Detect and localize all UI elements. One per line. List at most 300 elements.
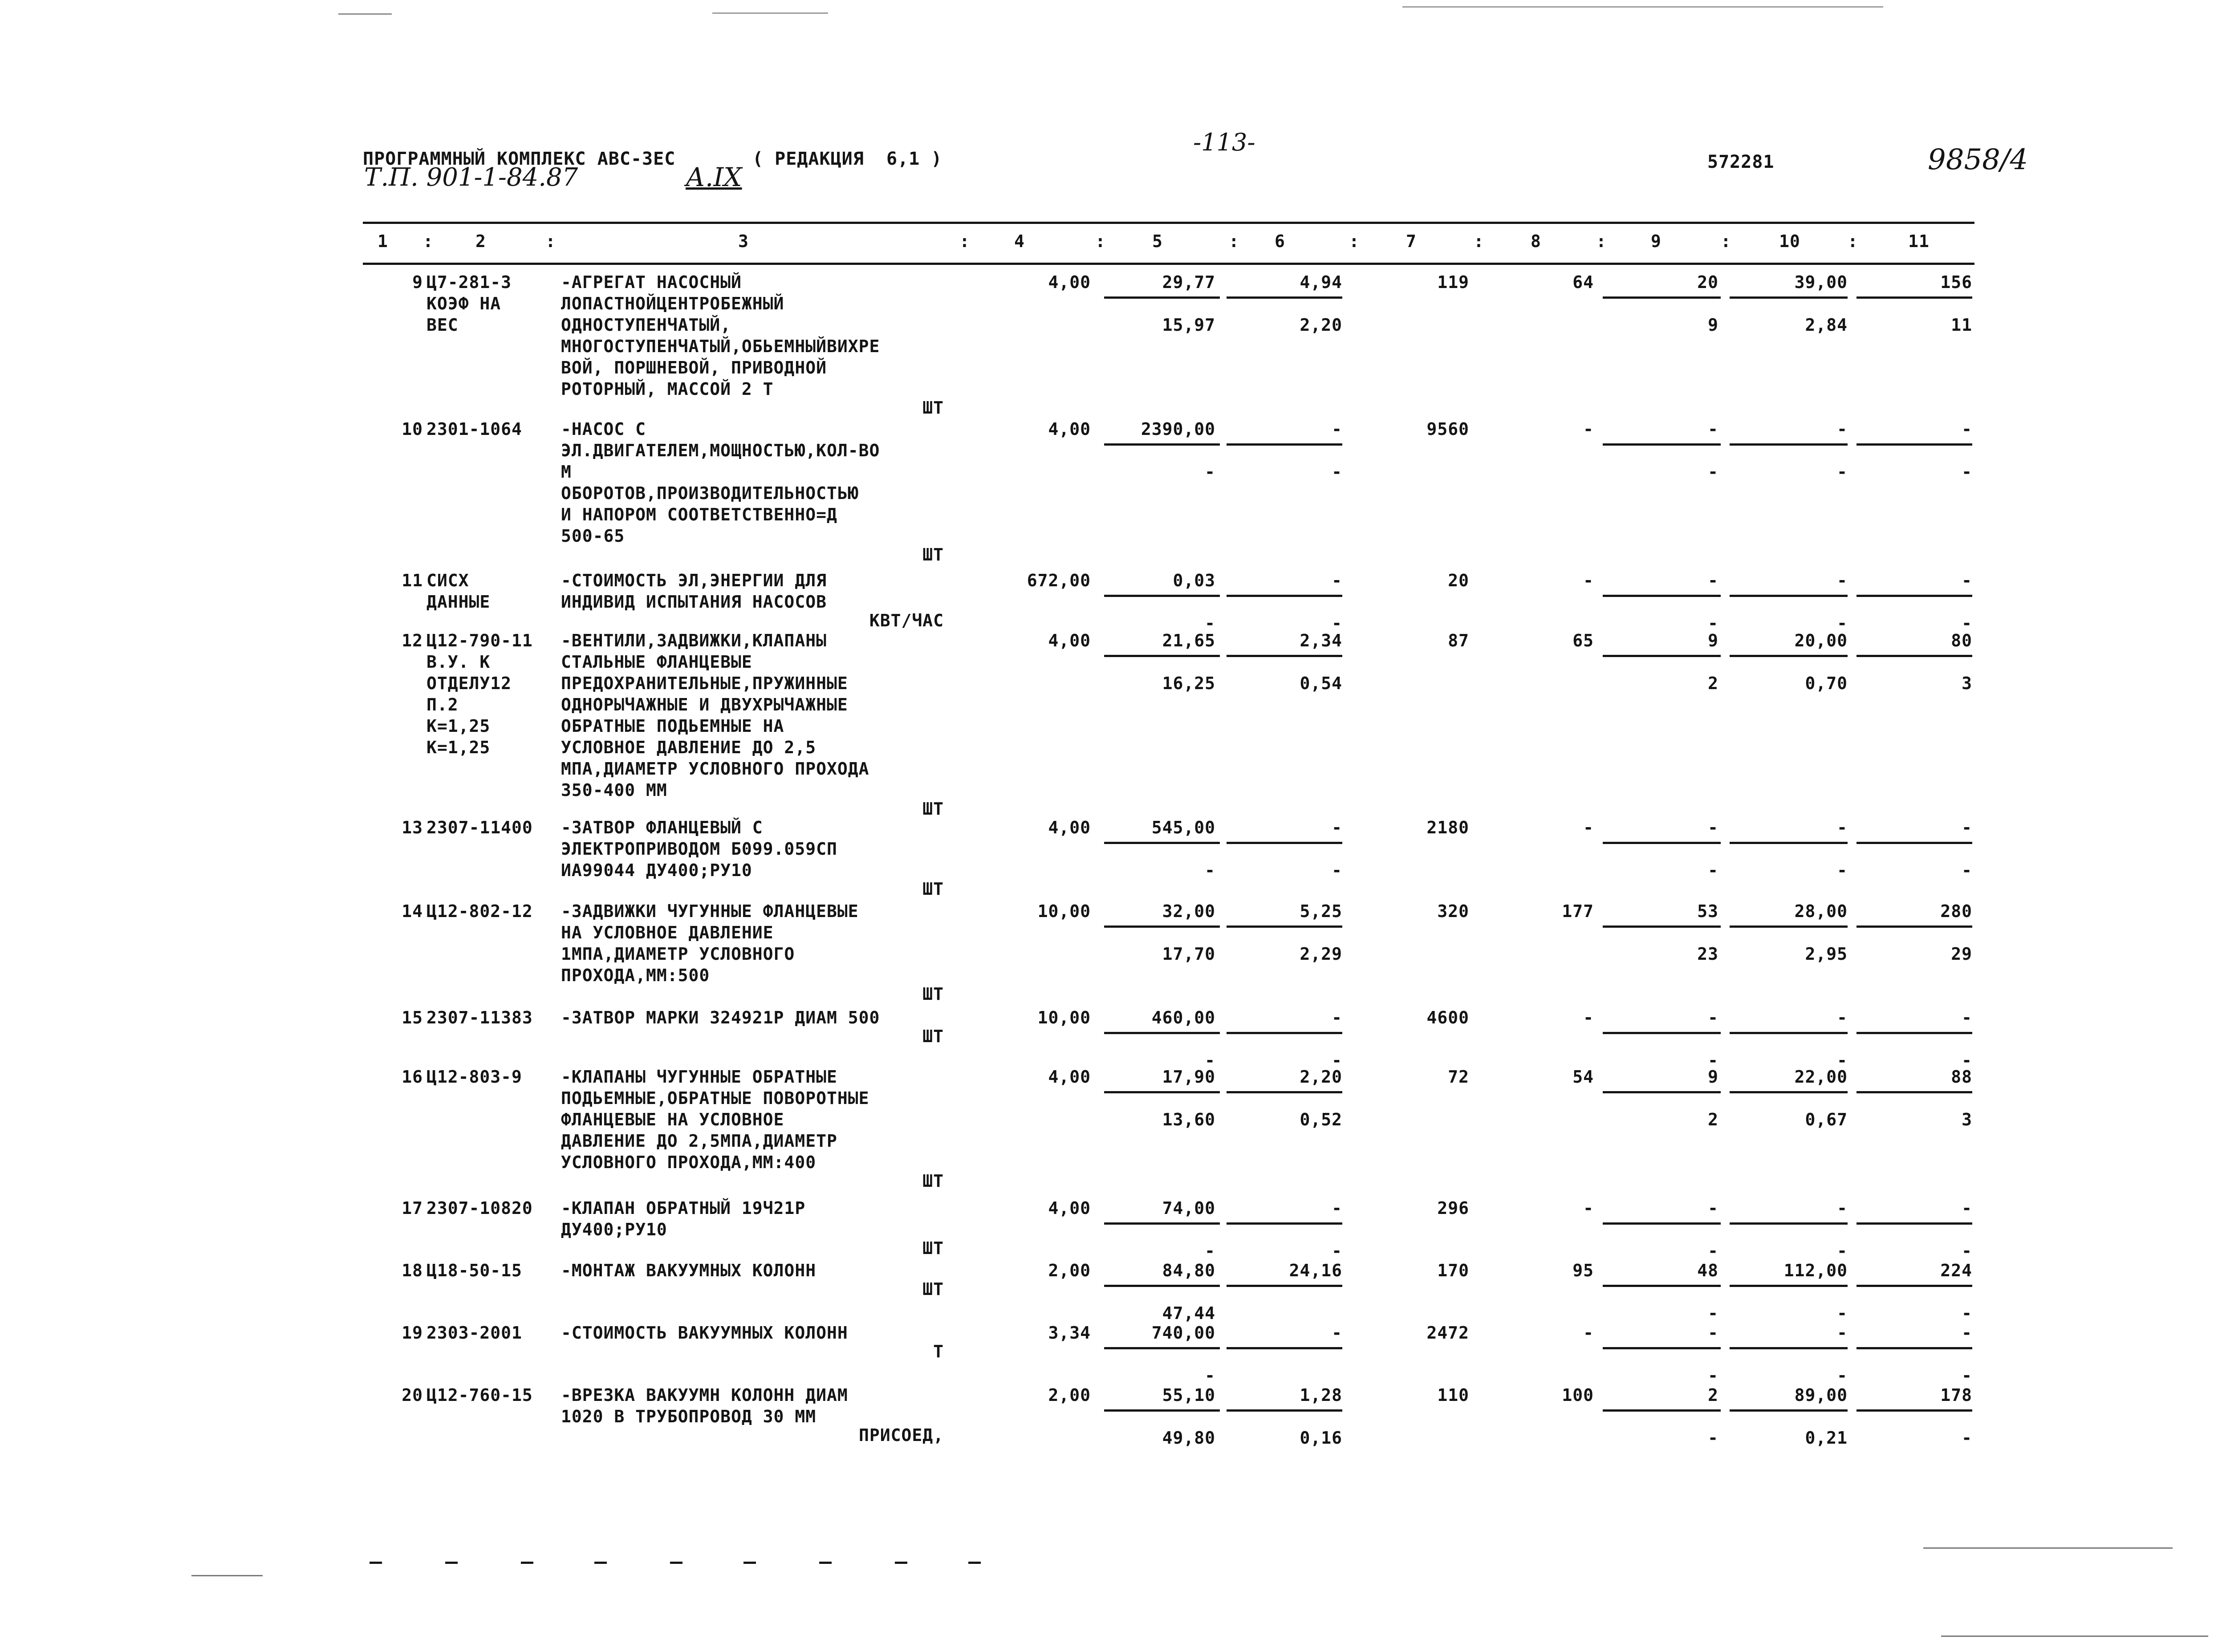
column-10-sub-value: -: [1837, 462, 1848, 482]
column-6-value: -: [1332, 419, 1342, 439]
underline-rule: [1104, 1032, 1220, 1034]
column-separator: :: [1596, 231, 1607, 251]
resource-code: 2307-11400: [427, 818, 533, 837]
row-number: 17: [402, 1198, 423, 1218]
quantity: 4,00: [1048, 1198, 1091, 1218]
column-11-value: -: [1962, 571, 1972, 590]
column-10-value: -: [1837, 1323, 1848, 1343]
column-separator: :: [1349, 231, 1360, 251]
column-separator: :: [1848, 231, 1858, 251]
column-11-sub-value: -: [1962, 1303, 1972, 1323]
column-9-value: 53: [1697, 901, 1718, 921]
column-7-value: 2180: [1426, 818, 1469, 837]
column-9-value: -: [1708, 1198, 1718, 1218]
column-6-value: -: [1332, 818, 1342, 837]
unit-label: ШТ: [922, 398, 944, 418]
underline-rule: [1730, 1091, 1848, 1093]
column-5-value: 545,00: [1151, 818, 1215, 837]
program-title: ПРОГРАММНЫЙ КОМПЛЕКС АВС-ЗЕС: [363, 149, 676, 169]
column-9-sub-value: -: [1708, 1051, 1718, 1070]
column-5-sub-value: 49,80: [1162, 1428, 1215, 1448]
column-9-sub-value: -: [1708, 861, 1718, 880]
document-code: 572281: [1707, 152, 1775, 172]
row-description: -КЛАПАНЫ ЧУГУННЫЕ ОБРАТНЫЕ ПОДЬЕМНЫЕ,ОБРАТНЫЕ ПОВОРОТНЫЕ ФЛАНЦЕВЫЕ НА УСЛОВНОЕ ДАВЛЕНИЕ ДО 2,5МПА,ДИАМЕТР УСЛОВНОГО ПРОХОДА,ММ:400: [561, 1067, 869, 1172]
column-5-sub-value: -: [1205, 613, 1215, 633]
column-5-value: 84,80: [1162, 1261, 1215, 1280]
column-separator: :: [423, 231, 434, 251]
underline-rule: [1856, 1409, 1972, 1412]
underline-rule: [1730, 1409, 1848, 1412]
underline-rule: [1227, 842, 1342, 844]
column-10-sub-value: -: [1837, 613, 1848, 633]
quantity: 2,00: [1048, 1385, 1091, 1405]
row-number: 13: [402, 818, 423, 837]
row-number: 9: [412, 272, 423, 292]
column-5-sub-value: 15,97: [1162, 315, 1215, 335]
column-6-sub-value: -: [1332, 1051, 1342, 1070]
column-7-value: 320: [1437, 901, 1469, 921]
underline-rule: [1603, 842, 1721, 844]
column-10-sub-value: -: [1837, 1051, 1848, 1070]
column-10-sub-value: 2,84: [1805, 315, 1848, 335]
column-7-value: 9560: [1426, 419, 1469, 439]
column-9-sub-value: 23: [1697, 944, 1718, 964]
column-5-value: 17,90: [1162, 1067, 1215, 1087]
column-9-value: 9: [1708, 1067, 1718, 1087]
column-8-value: 95: [1572, 1261, 1594, 1280]
column-6-value: 24,16: [1289, 1261, 1342, 1280]
unit-label: ШТ: [922, 1238, 944, 1258]
underline-rule: [1227, 296, 1342, 299]
row-number: 18: [402, 1261, 423, 1280]
column-header-10: 10: [1779, 231, 1800, 251]
column-separator: :: [1721, 231, 1731, 251]
edition-label: ( РЕДАКЦИЯ 6,1 ): [752, 149, 942, 169]
underline-rule: [1730, 655, 1848, 657]
column-11-sub-value: 3: [1962, 1110, 1972, 1129]
underline-rule: [1730, 1222, 1848, 1225]
column-8-value: -: [1583, 818, 1594, 837]
column-9-sub-value: -: [1708, 1303, 1718, 1323]
underline-rule: [1104, 842, 1220, 844]
column-7-value: 87: [1448, 631, 1469, 650]
column-8-value: 177: [1562, 901, 1594, 921]
unit-label: ШТ: [922, 1171, 944, 1191]
resource-code: 2301-1064: [427, 419, 522, 439]
column-header-5: 5: [1152, 231, 1163, 251]
column-9-sub-value: -: [1708, 1366, 1718, 1385]
resource-code: Ц7-281-3 КОЭФ НА ВЕС: [427, 272, 512, 335]
column-7-value: 20: [1448, 571, 1469, 590]
column-6-sub-value: 0,52: [1300, 1110, 1342, 1129]
column-8-value: 65: [1572, 631, 1594, 650]
column-separator: :: [1095, 231, 1106, 251]
underline-rule: [1227, 1032, 1342, 1034]
column-5-sub-value: 17,70: [1162, 944, 1215, 964]
column-10-sub-value: -: [1837, 1303, 1848, 1323]
column-separator: :: [959, 231, 970, 251]
quantity: 10,00: [1037, 901, 1091, 921]
column-8-value: -: [1583, 571, 1594, 590]
column-6-sub-value: 2,29: [1300, 944, 1342, 964]
column-5-value: 32,00: [1162, 901, 1215, 921]
footer-dash: [968, 1562, 981, 1564]
column-8-value: -: [1583, 419, 1594, 439]
column-5-value: 74,00: [1162, 1198, 1215, 1218]
underline-rule: [1603, 1091, 1721, 1093]
underline-rule: [1227, 595, 1342, 597]
row-number: 19: [402, 1323, 423, 1343]
column-6-sub-value: 2,20: [1300, 315, 1342, 335]
column-header-1: 1: [378, 231, 388, 251]
underline-rule: [1730, 595, 1848, 597]
quantity: 10,00: [1037, 1008, 1091, 1027]
sheet-number: 9858/4: [1928, 143, 2028, 176]
resource-code: 2307-10820: [427, 1198, 533, 1218]
column-9-sub-value: 2: [1708, 1110, 1718, 1129]
row-description: -ЗАТВОР МАРКИ 324921Р ДИАМ 500: [561, 1008, 880, 1027]
column-11-value: 178: [1940, 1385, 1972, 1405]
underline-rule: [1730, 1032, 1848, 1034]
column-9-sub-value: -: [1708, 1241, 1718, 1261]
column-5-value: 21,65: [1162, 631, 1215, 650]
column-9-value: 9: [1708, 631, 1718, 650]
underline-rule: [1227, 1222, 1342, 1225]
column-8-value: 64: [1572, 272, 1594, 292]
row-description: -КЛАПАН ОБРАТНЫЙ 19Ч21Р ДУ400;РУ10: [561, 1198, 806, 1239]
column-6-value: 2,34: [1300, 631, 1342, 650]
underline-rule: [1603, 925, 1721, 928]
column-9-value: -: [1708, 1323, 1718, 1343]
column-10-value: 89,00: [1794, 1385, 1848, 1405]
column-header-11: 11: [1908, 231, 1930, 251]
underline-rule: [1856, 925, 1972, 928]
footer-dash: [819, 1562, 832, 1564]
underline-rule: [1104, 1091, 1220, 1093]
underline-rule: [1227, 925, 1342, 928]
row-number: 10: [402, 419, 423, 439]
underline-rule: [1104, 655, 1220, 657]
column-5-sub-value: -: [1205, 861, 1215, 880]
column-10-value: 22,00: [1794, 1067, 1848, 1087]
column-10-value: -: [1837, 571, 1848, 590]
scan-mark: [1923, 1547, 2173, 1549]
column-7-value: 110: [1437, 1385, 1469, 1405]
column-5-sub-value: 13,60: [1162, 1110, 1215, 1129]
footer-dash: [445, 1562, 458, 1564]
row-description: -НАСОС С ЭЛ.ДВИГАТЕЛЕМ,МОЩНОСТЬЮ,КОЛ-ВО М ОБОРОТОВ,ПРОИЗВОДИТЕЛЬНОСТЬЮ И НАПОРОМ СООТВЕТСТВЕННО=Д 500-65: [561, 419, 880, 546]
column-11-sub-value: 3: [1962, 674, 1972, 693]
underline-rule: [1856, 1347, 1972, 1349]
underline-rule: [1603, 1032, 1721, 1034]
column-separator: :: [1474, 231, 1484, 251]
column-header-9: 9: [1651, 231, 1661, 251]
column-11-value: -: [1962, 1198, 1972, 1218]
column-10-sub-value: -: [1837, 1241, 1848, 1261]
column-10-sub-value: 2,95: [1805, 944, 1848, 964]
quantity: 672,00: [1027, 571, 1091, 590]
column-6-sub-value: -: [1332, 1241, 1342, 1261]
column-10-sub-value: 0,67: [1805, 1110, 1848, 1129]
column-8-value: -: [1583, 1008, 1594, 1027]
column-8-value: 100: [1562, 1385, 1594, 1405]
column-10-value: 112,00: [1783, 1261, 1848, 1280]
column-10-value: -: [1837, 1008, 1848, 1027]
underline-rule: [1104, 1409, 1220, 1412]
quantity: 3,34: [1048, 1323, 1091, 1343]
row-description: -ЗАТВОР ФЛАНЦЕВЫЙ С ЭЛЕКТРОПРИВОДОМ Б099.059СП ИА99044 ДУ400;РУ10: [561, 818, 837, 880]
column-11-sub-value: -: [1962, 1241, 1972, 1261]
column-7-value: 4600: [1426, 1008, 1469, 1027]
column-9-sub-value: -: [1708, 1428, 1718, 1448]
column-separator: :: [545, 231, 556, 251]
underline-rule: [1856, 842, 1972, 844]
column-9-value: 20: [1697, 272, 1718, 292]
resource-code: Ц18-50-15: [427, 1261, 522, 1280]
row-number: 12: [402, 631, 423, 650]
column-11-sub-value: -: [1962, 462, 1972, 482]
page-number: -113-: [1193, 128, 1255, 156]
resource-code: Ц12-760-15: [427, 1385, 533, 1405]
row-description: -МОНТАЖ ВАКУУМНЫХ КОЛОНН: [561, 1261, 817, 1280]
column-header-3: 3: [738, 231, 749, 251]
underline-rule: [1730, 1347, 1848, 1349]
underline-rule: [1856, 595, 1972, 597]
row-number: 11: [402, 571, 423, 590]
column-9-value: -: [1708, 1008, 1718, 1027]
column-9-value: 2: [1708, 1385, 1718, 1405]
footer-dash: [670, 1562, 682, 1564]
column-5-value: 29,77: [1162, 272, 1215, 292]
column-9-sub-value: 2: [1708, 674, 1718, 693]
resource-code: Ц12-803-9: [427, 1067, 522, 1087]
quantity: 4,00: [1048, 631, 1091, 650]
underline-rule: [1104, 296, 1220, 299]
underline-rule: [1856, 1222, 1972, 1225]
resource-code: 2303-2001: [427, 1323, 522, 1343]
column-10-sub-value: 0,21: [1805, 1428, 1848, 1448]
column-10-value: -: [1837, 419, 1848, 439]
column-11-sub-value: 29: [1951, 944, 1972, 964]
column-11-value: 80: [1951, 631, 1972, 650]
column-11-value: -: [1962, 1008, 1972, 1027]
quantity: 4,00: [1048, 272, 1091, 292]
underline-rule: [1603, 595, 1721, 597]
scan-mark: [712, 12, 828, 14]
scan-mark: [338, 13, 392, 15]
column-6-value: -: [1332, 571, 1342, 590]
underline-rule: [1730, 925, 1848, 928]
column-11-value: 280: [1940, 901, 1972, 921]
column-6-value: 1,28: [1300, 1385, 1342, 1405]
column-5-value: 55,10: [1162, 1385, 1215, 1405]
row-description: -СТОИМОСТЬ ВАКУУМНЫХ КОЛОНН: [561, 1323, 848, 1343]
underline-rule: [1104, 1222, 1220, 1225]
column-9-value: -: [1708, 818, 1718, 837]
column-5-value: 0,03: [1173, 571, 1215, 590]
column-header-7: 7: [1406, 231, 1417, 251]
column-6-value: -: [1332, 1008, 1342, 1027]
underline-rule: [1730, 296, 1848, 299]
row-description: -АГРЕГАТ НАСОСНЫЙ ЛОПАСТНОЙЦЕНТРОБЕЖНЫЙ ОДНОСТУПЕНЧАТЫЙ, МНОГОСТУПЕНЧАТЫЙ,ОБЬЕМНЫЙВИХРЕ ВОЙ, ПОРШНЕВОЙ, ПРИВОДНОЙ РОТОРНЫЙ, МАССОЙ 2 Т: [561, 272, 880, 399]
underline-rule: [1856, 443, 1972, 446]
underline-rule: [1856, 655, 1972, 657]
column-11-sub-value: 11: [1951, 315, 1972, 335]
header-top-rule: [363, 222, 1974, 224]
column-11-sub-value: -: [1962, 861, 1972, 880]
column-11-value: 156: [1940, 272, 1972, 292]
column-header-2: 2: [475, 231, 486, 251]
column-10-value: -: [1837, 1198, 1848, 1218]
column-10-value: 28,00: [1794, 901, 1848, 921]
column-10-value: 20,00: [1794, 631, 1848, 650]
column-11-sub-value: -: [1962, 613, 1972, 633]
column-9-value: -: [1708, 571, 1718, 590]
scan-mark: [191, 1575, 263, 1576]
column-8-value: -: [1583, 1323, 1594, 1343]
column-9-sub-value: -: [1708, 613, 1718, 633]
column-6-value: 4,94: [1300, 272, 1342, 292]
column-9-sub-value: -: [1708, 462, 1718, 482]
underline-rule: [1603, 296, 1721, 299]
underline-rule: [1227, 1285, 1342, 1287]
album-label: А.IX: [686, 162, 742, 192]
underline-rule: [1227, 1091, 1342, 1093]
column-11-value: 88: [1951, 1067, 1972, 1087]
underline-rule: [1730, 443, 1848, 446]
scan-mark: [1941, 1636, 2208, 1637]
underline-rule: [1603, 1409, 1721, 1412]
row-number: 15: [402, 1008, 423, 1027]
column-5-value: 740,00: [1151, 1323, 1215, 1343]
resource-code: 2307-11383: [427, 1008, 533, 1027]
column-6-sub-value: -: [1332, 613, 1342, 633]
unit-label: ШТ: [922, 1279, 944, 1299]
unit-label: ШТ: [922, 984, 944, 1004]
underline-rule: [1104, 1285, 1220, 1287]
column-5-sub-value: 16,25: [1162, 674, 1215, 693]
header-bottom-rule: [363, 263, 1974, 265]
column-header-4: 4: [1014, 231, 1025, 251]
row-number: 14: [402, 901, 423, 921]
underline-rule: [1227, 443, 1342, 446]
column-7-value: 296: [1437, 1198, 1469, 1218]
column-5-sub-value: -: [1205, 1241, 1215, 1261]
column-8-value: -: [1583, 1198, 1594, 1218]
unit-label: ШТ: [922, 879, 944, 899]
quantity: 4,00: [1048, 818, 1091, 837]
underline-rule: [1227, 1347, 1342, 1349]
underline-rule: [1856, 1091, 1972, 1093]
underline-rule: [1856, 1285, 1972, 1287]
column-11-sub-value: -: [1962, 1051, 1972, 1070]
underline-rule: [1603, 655, 1721, 657]
underline-rule: [1104, 443, 1220, 446]
footer-dash: [521, 1562, 533, 1564]
underline-rule: [1603, 443, 1721, 446]
scan-mark: [1402, 6, 1883, 8]
column-5-sub-value: -: [1205, 1366, 1215, 1385]
column-6-sub-value: 0,16: [1300, 1428, 1342, 1448]
column-9-value: -: [1708, 419, 1718, 439]
column-10-sub-value: 0,70: [1805, 674, 1848, 693]
column-11-value: -: [1962, 818, 1972, 837]
underline-rule: [1603, 1347, 1721, 1349]
column-5-sub-value: -: [1205, 462, 1215, 482]
unit-label: ШТ: [922, 1027, 944, 1046]
column-5-sub-value: 47,44: [1162, 1303, 1215, 1323]
resource-code: СИСХ ДАННЫЕ: [427, 571, 491, 612]
underline-rule: [1730, 842, 1848, 844]
underline-rule: [1227, 655, 1342, 657]
column-5-value: 460,00: [1151, 1008, 1215, 1027]
column-5-sub-value: -: [1205, 1051, 1215, 1070]
column-10-sub-value: -: [1837, 1366, 1848, 1385]
column-7-value: 2472: [1426, 1323, 1469, 1343]
column-11-sub-value: -: [1962, 1366, 1972, 1385]
footer-dash: [370, 1562, 382, 1564]
unit-label: Т: [933, 1342, 944, 1361]
column-11-value: -: [1962, 1323, 1972, 1343]
underline-rule: [1104, 1347, 1220, 1349]
column-5-value: 2390,00: [1141, 419, 1215, 439]
column-9-sub-value: 9: [1708, 315, 1718, 335]
column-6-value: 5,25: [1300, 901, 1342, 921]
row-number: 16: [402, 1067, 423, 1087]
column-6-value: -: [1332, 1198, 1342, 1218]
column-7-value: 170: [1437, 1261, 1469, 1280]
unit-label: КВТ/ЧАС: [869, 611, 944, 630]
column-separator: :: [1229, 231, 1239, 251]
column-6-value: 2,20: [1300, 1067, 1342, 1087]
quantity: 4,00: [1048, 419, 1091, 439]
column-11-value: -: [1962, 419, 1972, 439]
underline-rule: [1856, 296, 1972, 299]
column-7-value: 119: [1437, 272, 1469, 292]
column-8-value: 54: [1572, 1067, 1594, 1087]
underline-rule: [1603, 1222, 1721, 1225]
column-10-sub-value: -: [1837, 861, 1848, 880]
unit-label: ШТ: [922, 545, 944, 564]
row-description: -ЗАДВИЖКИ ЧУГУННЫЕ ФЛАНЦЕВЫЕ НА УСЛОВНОЕ ДАВЛЕНИЕ 1МПА,ДИАМЕТР УСЛОВНОГО ПРОХОДА,ММ:500: [561, 901, 859, 985]
underline-rule: [1104, 595, 1220, 597]
quantity: 4,00: [1048, 1067, 1091, 1087]
column-10-value: 39,00: [1794, 272, 1848, 292]
underline-rule: [1227, 1409, 1342, 1412]
column-9-value: 48: [1697, 1261, 1718, 1280]
project-reference: Т.П. 901-1-84.87: [364, 163, 578, 192]
quantity: 2,00: [1048, 1261, 1091, 1280]
unit-label: ПРИСОЕД,: [858, 1425, 944, 1445]
row-description: -ВЕНТИЛИ,ЗАДВИЖКИ,КЛАПАНЫ СТАЛЬНЫЕ ФЛАНЦЕВЫЕ ПРЕДОХРАНИТЕЛЬНЫЕ,ПРУЖИННЫЕ ОДНОРЫЧАЖНЫЕ И ДВУХРЫЧАЖНЫЕ ОБРАТНЫЕ ПОДЬЕМНЫЕ НА УСЛОВНОЕ ДАВЛЕНИЕ ДО 2,5 МПА,ДИАМЕТР УСЛОВНОГО ПРОХОДА 350-400 ММ: [561, 631, 869, 800]
underline-rule: [1856, 1032, 1972, 1034]
column-10-value: -: [1837, 818, 1848, 837]
column-6-value: -: [1332, 1323, 1342, 1343]
column-header-8: 8: [1531, 231, 1541, 251]
row-description: -СТОИМОСТЬ ЭЛ,ЭНЕРГИИ ДЛЯ ИНДИВИД ИСПЫТАНИЯ НАСОСОВ: [561, 571, 827, 612]
footer-dash: [743, 1562, 756, 1564]
column-11-sub-value: -: [1962, 1428, 1972, 1448]
column-6-sub-value: -: [1332, 462, 1342, 482]
underline-rule: [1730, 1285, 1848, 1287]
resource-code: Ц12-790-11 В.У. К ОТДЕЛУ12 П.2 К=1,25 К=1,25: [427, 631, 533, 757]
footer-dash: [895, 1562, 907, 1564]
column-7-value: 72: [1448, 1067, 1469, 1087]
footer-dash: [594, 1562, 607, 1564]
underline-rule: [1603, 1285, 1721, 1287]
unit-label: ШТ: [922, 799, 944, 819]
resource-code: Ц12-802-12: [427, 901, 533, 921]
